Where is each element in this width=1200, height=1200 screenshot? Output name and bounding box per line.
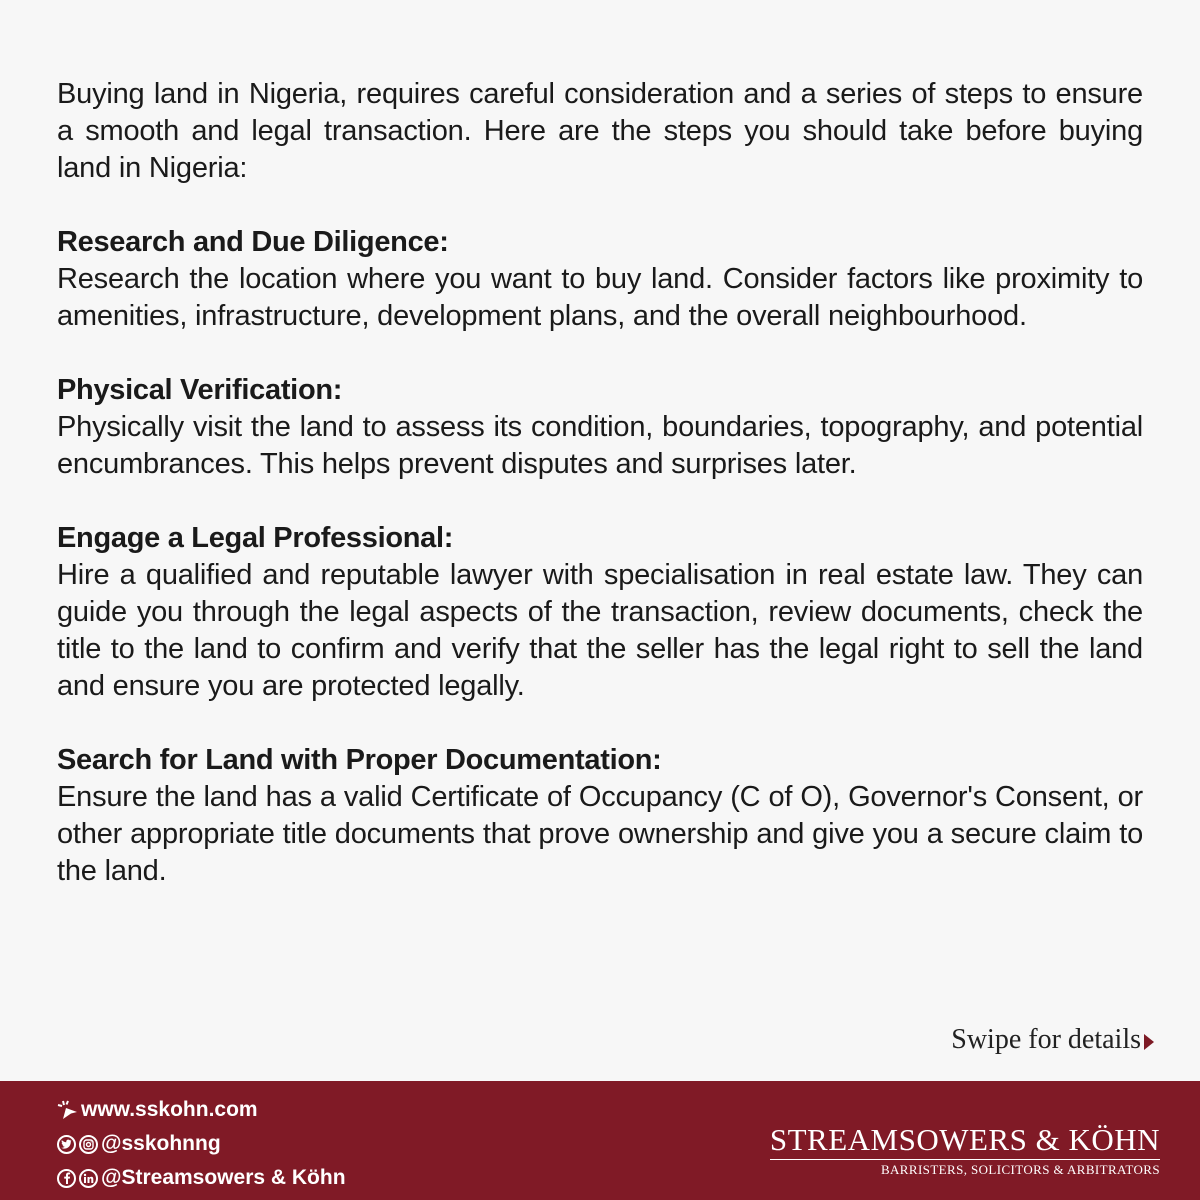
section-physical-verification <box>57 372 1143 483</box>
swipe-for-details[interactable] <box>951 1024 1154 1056</box>
section-research <box>57 224 1143 335</box>
page-handle[interactable]: @Streamsowers & Köhn <box>101 1166 346 1189</box>
section-body: Hire a qualified and reputable lawyer with specialisation in real estate law. They can guide you through the legal aspects of the transaction, review documents, check the title to the land to confirm and verify that the seller has the legal right to sell the land and ensure you are protected legally. <box>57 559 1143 702</box>
play-arrow-icon <box>1144 1034 1154 1050</box>
section-heading: Research and Due Diligence: <box>57 226 449 258</box>
article <box>57 76 1143 890</box>
cursor-click-icon <box>57 1099 79 1121</box>
section-body: Ensure the land has a valid Certificate of Occupancy (C of O), Governor's Consent, or other appropriate title documents that prove ownership and give you a secure claim to the land. <box>57 781 1143 887</box>
brand-name: STREAMSOWERS & KÖHN <box>769 1122 1160 1157</box>
linkedin-icon[interactable] <box>79 1169 98 1188</box>
section-body: Physically visit the land to assess its condition, boundaries, topography, and potential encumbrances. This helps prevent disputes and surprises later. <box>57 411 1143 480</box>
social-row[interactable] <box>57 1127 346 1161</box>
brand-divider <box>770 1159 1160 1160</box>
footer-bar <box>0 1081 1200 1200</box>
section-body: Research the location where you want to buy land. Consider factors like proximity to amenities, infrastructure, development plans, and the overall neighbourhood. <box>57 263 1143 332</box>
twitter-icon[interactable] <box>57 1135 76 1154</box>
swipe-label: Swipe for details <box>951 1024 1141 1055</box>
website-row[interactable] <box>57 1093 346 1127</box>
section-documentation <box>57 742 1143 890</box>
social-handle[interactable]: @sskohnng <box>101 1132 221 1155</box>
intro-paragraph: Buying land in Nigeria, requires careful consideration and a series of steps to ensure a smooth and legal transaction. Here are the steps you should take before buying land in Nigeria: <box>57 78 1143 184</box>
instagram-icon[interactable] <box>79 1135 98 1154</box>
website-link[interactable]: www.sskohn.com <box>81 1098 258 1121</box>
section-legal-professional <box>57 520 1143 705</box>
facebook-icon[interactable] <box>57 1169 76 1188</box>
brand-tagline: BARRISTERS, SOLICITORS & ARBITRATORS <box>880 1162 1160 1177</box>
page-row[interactable] <box>57 1161 346 1195</box>
section-heading: Physical Verification: <box>57 374 343 406</box>
contact-list <box>57 1093 346 1195</box>
section-heading: Engage a Legal Professional: <box>57 522 454 554</box>
brand-logo <box>770 1123 1160 1177</box>
section-heading: Search for Land with Proper Documentation: <box>57 744 662 776</box>
